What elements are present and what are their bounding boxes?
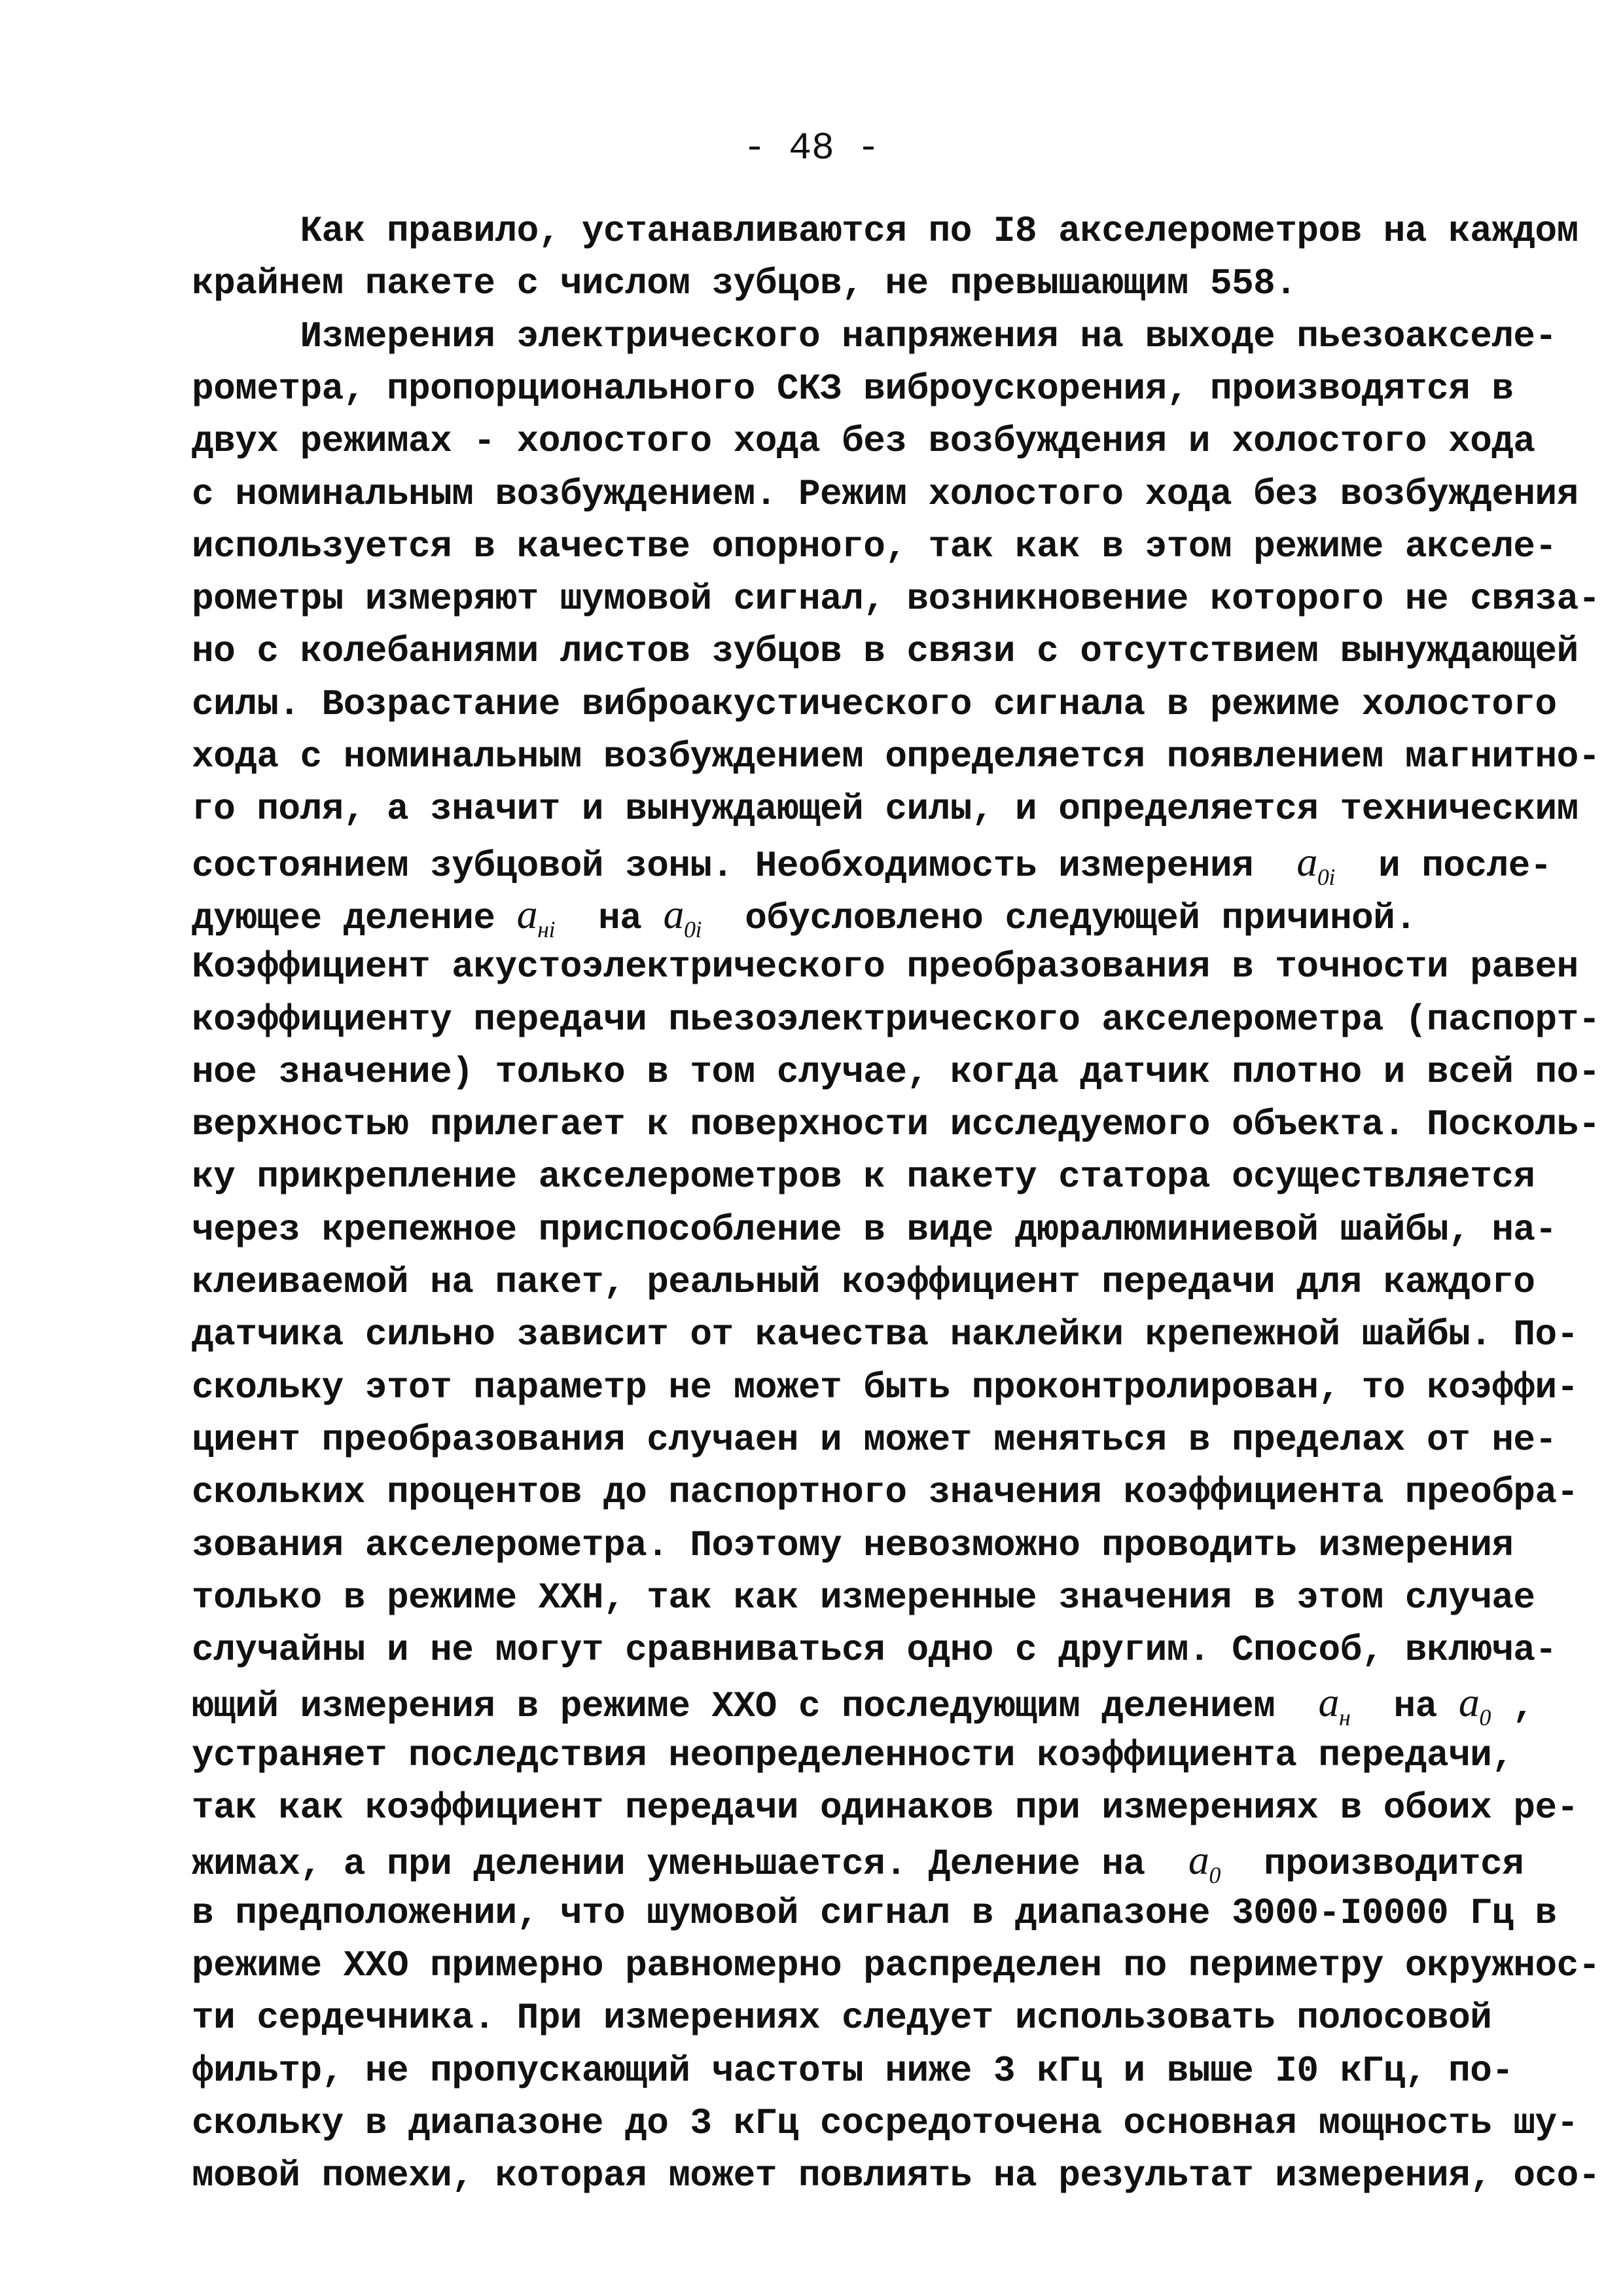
text-segment: коэффициенту передачи пьезоэлектрического акселерометра (паспорт-: [192, 998, 1600, 1041]
text-segment: ющий измерения в режиме ХХО с последующим делением: [192, 1685, 1319, 1728]
text-segment: скольких процентов до паспортного значения коэффициента преобра-: [192, 1471, 1578, 1514]
text-line: [192, 630, 1578, 672]
math-symbol: $a_{0i}$: [1296, 838, 1335, 890]
text-line: [192, 1997, 1491, 2039]
text-segment: производится: [1220, 1843, 1524, 1886]
text-segment: Как правило, устанавливаются по I8 акселерометров на каждом: [192, 210, 1578, 252]
text-segment: ,: [1490, 1685, 1535, 1728]
math-subscript: 0: [1479, 1704, 1491, 1731]
text-line: [192, 1156, 1535, 1198]
text-line: [192, 1945, 1600, 1986]
text-segment: двух режимах - холостого хода без возбуждения и холостого хода: [192, 420, 1535, 463]
text-segment: жимах, а при делении уменьшается. Деление на: [192, 1843, 1188, 1886]
text-line: [192, 1629, 1557, 1671]
text-segment: зования акселерометра. Поэтому невозможно проводить измерения: [192, 1524, 1514, 1566]
text-segment: датчика сильно зависит от качества наклейки крепежной шайбы. По-: [192, 1314, 1578, 1356]
text-segment: клеиваемой на пакет, реальный коэффициент передачи для каждого: [192, 1261, 1535, 1303]
text-line: [192, 1314, 1578, 1355]
text-segment: через крепежное приспособление в виде дюралюминиевой шайбы, на-: [192, 1208, 1557, 1251]
text-line: [192, 1787, 1578, 1829]
text-segment: ти сердечника. При измерениях следует использовать полосовой: [192, 1997, 1492, 2039]
text-segment: рометра, пропорционального СКЗ виброускорения, производятся в: [192, 367, 1514, 410]
text-line: [192, 2102, 1578, 2144]
text-segment: мовой помехи, которая может повлиять на результат измерения, осо-: [192, 2155, 1600, 2197]
text-segment: устраняет последствия неопределенности коэффициента передачи,: [192, 1734, 1514, 1776]
text-line: [192, 1051, 1600, 1093]
text-line: [192, 210, 1578, 252]
text-line: [192, 1524, 1513, 1566]
text-line: [192, 1892, 1557, 1934]
text-segment: обусловлено следующей причиной.: [702, 897, 1417, 939]
text-line: [192, 262, 1296, 304]
math-subscript: 0i: [684, 916, 702, 942]
math-symbol: $a_{0i}$: [663, 890, 702, 942]
text-segment: верхностью прилегает к поверхности исследуемого объекта. Посколь-: [192, 1103, 1600, 1146]
text-segment: режиме ХХО примерно равномерно распределен по периметру окружнос-: [192, 1944, 1600, 1986]
math-symbol: $a_{нi}$: [516, 890, 555, 942]
text-segment: хода с номинальным возбуждением определяется появлением магнитно-: [192, 736, 1600, 778]
text-line: [192, 946, 1578, 988]
text-segment: на: [1350, 1685, 1459, 1728]
text-line: [192, 2050, 1513, 2092]
text-line: [192, 788, 1578, 830]
text-segment: рометры измеряют шумовой сигнал, возникновение которого не связа-: [192, 578, 1600, 620]
text-line: [192, 999, 1600, 1041]
math-subscript: н: [1338, 1704, 1351, 1731]
math-symbol: $a_0$: [1188, 1837, 1221, 1889]
math-symbol: $a_н$: [1318, 1679, 1351, 1731]
text-line: [192, 1734, 1513, 1776]
text-line: [192, 473, 1578, 515]
math-subscript: 0: [1209, 1862, 1221, 1889]
text-segment: используется в качестве опорного, так как в этом режиме акселе-: [192, 525, 1557, 567]
text-line: [192, 315, 1557, 357]
text-line: [192, 736, 1600, 778]
text-segment: так как коэффициент передачи одинаков при измерениях в обоих ре-: [192, 1787, 1578, 1829]
text-segment: только в режиме ХХН, так как измеренные значения в этом случае: [192, 1576, 1535, 1619]
text-line: [192, 1471, 1578, 1513]
text-line: [192, 838, 1552, 898]
text-segment: дующее деление: [192, 897, 517, 939]
text-line: [192, 1419, 1557, 1461]
text-line: [192, 526, 1557, 567]
text-segment: Измерения электрического напряжения на выходе пьезоакселе-: [192, 315, 1557, 357]
text-line: [192, 1577, 1535, 1619]
text-line: [192, 1367, 1578, 1408]
text-line: [192, 1209, 1557, 1251]
text-segment: Коэффициент акустоэлектрического преобразования в точности равен: [192, 946, 1578, 988]
text-segment: состоянием зубцовой зоны. Необходимость измерения: [192, 844, 1297, 887]
math-subscript: нi: [537, 916, 555, 942]
text-segment: скольку в диапазоне до 3 кГц сосредоточена основная мощность шу-: [192, 2102, 1578, 2144]
text-line: [192, 683, 1557, 725]
page-number: - 48 -: [743, 128, 880, 170]
math-subscript: 0i: [1317, 863, 1335, 890]
text-line: [192, 578, 1600, 620]
text-segment: на: [554, 897, 664, 939]
text-line: [192, 1261, 1535, 1303]
text-segment: и после-: [1334, 844, 1552, 887]
text-line: [192, 1103, 1600, 1145]
text-segment: крайнем пакете с числом зубцов, не превышающим 558.: [192, 262, 1297, 305]
text-line: [192, 1839, 1524, 1896]
text-segment: в предположении, что шумовой сигнал в диапазоне 3000-I0000 Гц в: [192, 1892, 1557, 1934]
math-symbol: $a_0$: [1458, 1679, 1491, 1731]
text-segment: циент преобразования случаен и может меняться в пределах от не-: [192, 1418, 1557, 1461]
text-segment: фильтр, не пропускающий частоты ниже 3 кГц и выше I0 кГц, по-: [192, 2049, 1514, 2092]
text-segment: с номинальным возбуждением. Режим холостого хода без возбуждения: [192, 473, 1578, 515]
text-segment: го поля, а значит и вынуждающей силы, и определяется техническим: [192, 788, 1578, 831]
text-segment: ку прикрепление акселерометров к пакету статора осуществляется: [192, 1156, 1535, 1198]
text-segment: силы. Возрастание виброакустического сигнала в режиме холостого: [192, 683, 1557, 725]
text-line: [192, 368, 1513, 410]
text-segment: но с колебаниями листов зубцов в связи с отсутствием вынуждающей: [192, 630, 1578, 673]
text-line: [192, 1681, 1534, 1738]
text-segment: ное значение) только в том случае, когда датчик плотно и всей по-: [192, 1050, 1600, 1093]
text-segment: случайны и не могут сравниваться одно с другим. Способ, включа-: [192, 1629, 1557, 1672]
text-line: [192, 2155, 1600, 2197]
text-line: [192, 420, 1535, 462]
text-line: [192, 890, 1417, 950]
text-segment: скольку этот параметр не может быть проконтролирован, то коэффи-: [192, 1366, 1578, 1408]
